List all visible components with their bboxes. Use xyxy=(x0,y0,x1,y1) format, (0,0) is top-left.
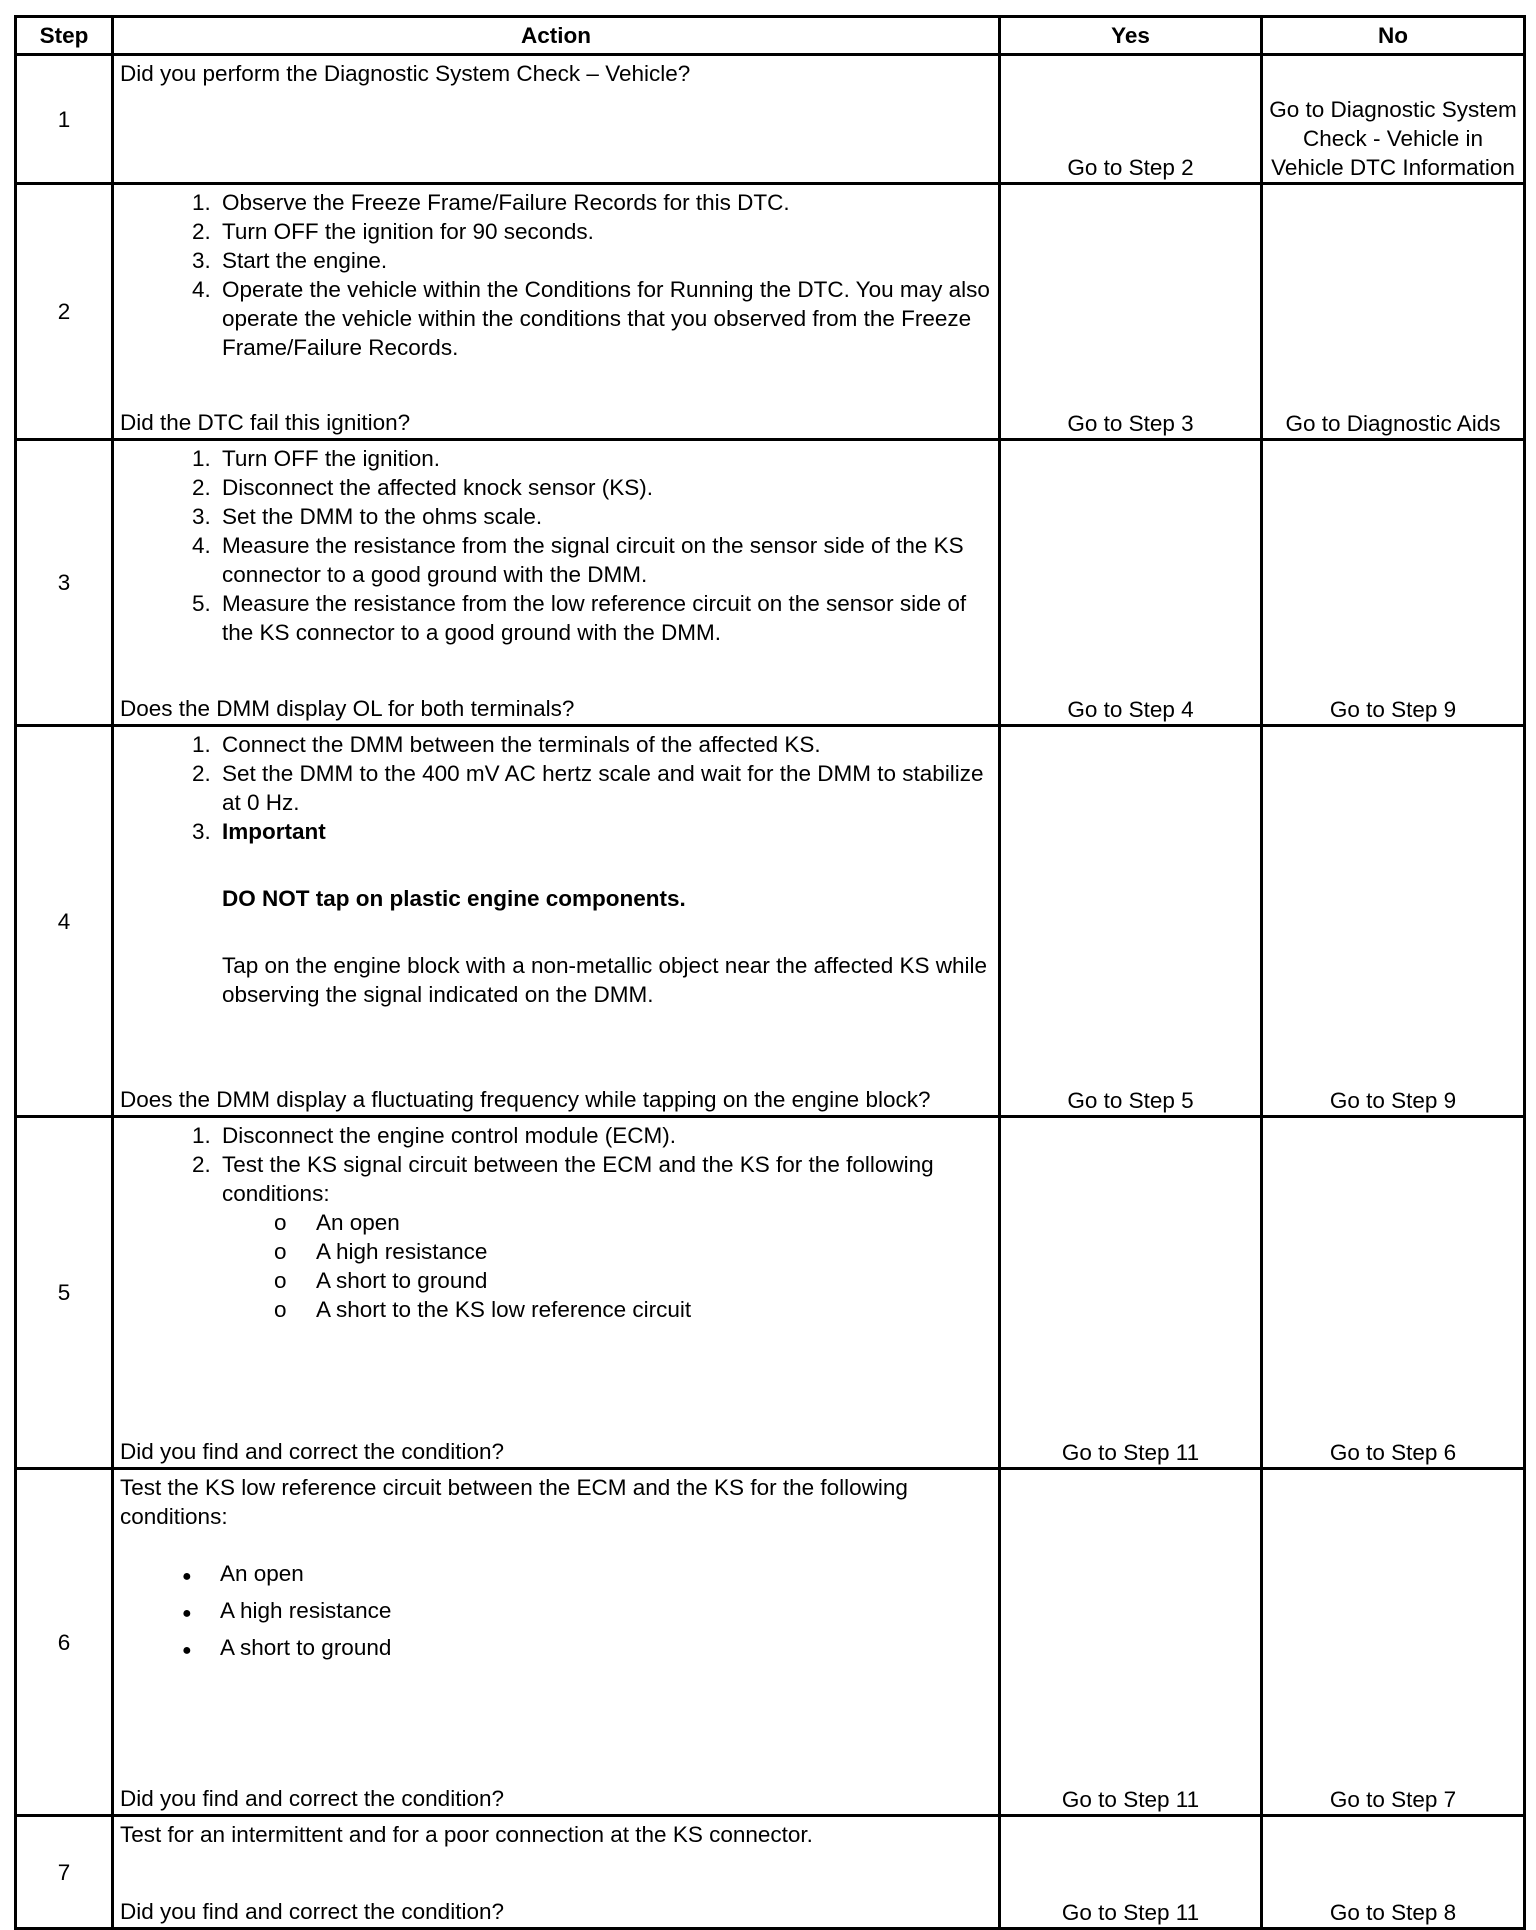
list-item: 2. Set the DMM to the 400 mV AC hertz scale and wait for the DMM to stabilize at 0 Hz. xyxy=(192,761,984,815)
bullet-icon: ● xyxy=(182,1568,192,1585)
action-question: Did you find and correct the condition? xyxy=(120,1899,504,1924)
table-row xyxy=(16,1469,1525,1816)
action-question: Did the DTC fail this ignition? xyxy=(120,410,411,435)
list-item: 1. Connect the DMM between the terminals of the affected KS. xyxy=(192,732,821,757)
action-cell xyxy=(113,440,1000,726)
list-item: ● A short to ground xyxy=(120,1631,990,1668)
list-item: 4. Operate the vehicle within the Conditions for Running the DTC. You may also operate the vehicle within the conditions that you observed from the Freeze Frame/Failure Records. xyxy=(192,277,990,360)
condition-list xyxy=(120,1208,990,1324)
list-item: ● A high resistance xyxy=(120,1594,990,1631)
action-question: Did you find and correct the condition? xyxy=(120,1439,504,1464)
no-cell: Go to Step 8 xyxy=(1262,1816,1525,1929)
no-cell: Go to Step 6 xyxy=(1262,1117,1525,1469)
list-item: 1. Turn OFF the ignition. xyxy=(192,446,441,471)
action-question: Does the DMM display OL for both terminals? xyxy=(120,696,575,721)
list-item: o An open xyxy=(274,1210,400,1235)
yes-cell: Go to Step 5 xyxy=(1000,726,1262,1117)
step-number: 1 xyxy=(16,55,113,184)
list-item: 3. Set the DMM to the ohms scale. xyxy=(192,504,543,529)
action-steps xyxy=(120,1121,990,1208)
bullet-icon: ● xyxy=(182,1605,192,1622)
bullet-icon: ● xyxy=(182,1642,192,1659)
tap-instruction: Tap on the engine block with a non-metallic object near the affected KS while observing the signal indicated on the DMM. xyxy=(222,953,988,1007)
list-item: 1. Disconnect the engine control module (ECM). xyxy=(192,1123,676,1148)
step-number: 3 xyxy=(16,440,113,726)
yes-cell: Go to Step 11 xyxy=(1000,1816,1262,1929)
step-number: 6 xyxy=(16,1469,113,1816)
yes-cell: Go to Step 11 xyxy=(1000,1117,1262,1469)
list-item: 2. Disconnect the affected knock sensor (KS). xyxy=(192,475,654,500)
diagnostic-table xyxy=(14,15,1526,1930)
important-note: DO NOT tap on plastic engine components. xyxy=(222,886,686,911)
condition-list xyxy=(120,1557,990,1668)
step-number: 5 xyxy=(16,1117,113,1469)
table-row xyxy=(16,1117,1525,1469)
action-steps xyxy=(120,730,990,846)
step-number: 7 xyxy=(16,1816,113,1929)
no-cell: Go to Diagnostic System Check - Vehicle in Vehicle DTC Information xyxy=(1262,55,1525,184)
action-question: Does the DMM display a fluctuating frequency while tapping on the engine block? xyxy=(120,1087,931,1112)
list-item: o A high resistance xyxy=(274,1239,488,1264)
no-cell: Go to Step 9 xyxy=(1262,726,1525,1117)
yes-cell: Go to Step 3 xyxy=(1000,184,1262,440)
list-item: 3. Important xyxy=(120,817,990,846)
action-cell xyxy=(113,55,1000,184)
no-cell: Go to Diagnostic Aids xyxy=(1262,184,1525,440)
step-number: 4 xyxy=(16,726,113,1117)
header-row xyxy=(16,17,1525,55)
no-cell: Go to Step 7 xyxy=(1262,1469,1525,1816)
action-text: Test for an intermittent and for a poor connection at the KS connector. xyxy=(120,1822,813,1847)
action-steps xyxy=(120,188,990,362)
action-text: Did you perform the Diagnostic System Check – Vehicle? xyxy=(120,61,691,86)
header-step: Step xyxy=(16,17,113,55)
list-item: o A short to the KS low reference circuit xyxy=(274,1297,692,1322)
list-item: 1. Observe the Freeze Frame/Failure Records for this DTC. xyxy=(192,190,790,215)
header-no: No xyxy=(1262,17,1525,55)
table-row xyxy=(16,55,1525,184)
table-row xyxy=(16,1816,1525,1929)
list-item: 4. Measure the resistance from the signal circuit on the sensor side of the KS connector to a good ground with the DMM. xyxy=(192,533,964,587)
list-item: o A short to ground xyxy=(274,1268,488,1293)
action-cell xyxy=(113,1469,1000,1816)
list-item: ● An open xyxy=(120,1557,990,1594)
header-action: Action xyxy=(113,17,1000,55)
table-row xyxy=(16,726,1525,1117)
list-item: 2. Turn OFF the ignition for 90 seconds. xyxy=(192,219,594,244)
step-number: 2 xyxy=(16,184,113,440)
table-row xyxy=(16,184,1525,440)
action-cell xyxy=(113,726,1000,1117)
action-cell xyxy=(113,1117,1000,1469)
action-steps xyxy=(120,444,990,647)
yes-cell: Go to Step 11 xyxy=(1000,1469,1262,1816)
list-item: 5. Measure the resistance from the low reference circuit on the sensor side of the KS connector to a good ground with the DMM. xyxy=(192,591,967,645)
important-label: Important xyxy=(222,819,326,844)
action-cell xyxy=(113,184,1000,440)
action-text: Test the KS low reference circuit between the ECM and the KS for the following conditions: xyxy=(120,1475,908,1529)
yes-cell: Go to Step 2 xyxy=(1000,55,1262,184)
list-item: 3. Start the engine. xyxy=(192,248,388,273)
header-yes: Yes xyxy=(1000,17,1262,55)
no-cell: Go to Step 9 xyxy=(1262,440,1525,726)
yes-cell: Go to Step 4 xyxy=(1000,440,1262,726)
action-cell xyxy=(113,1816,1000,1929)
action-question: Did you find and correct the condition? xyxy=(120,1786,504,1811)
table-row xyxy=(16,440,1525,726)
list-item: 2. Test the KS signal circuit between the ECM and the KS for the following conditions: xyxy=(192,1152,934,1206)
